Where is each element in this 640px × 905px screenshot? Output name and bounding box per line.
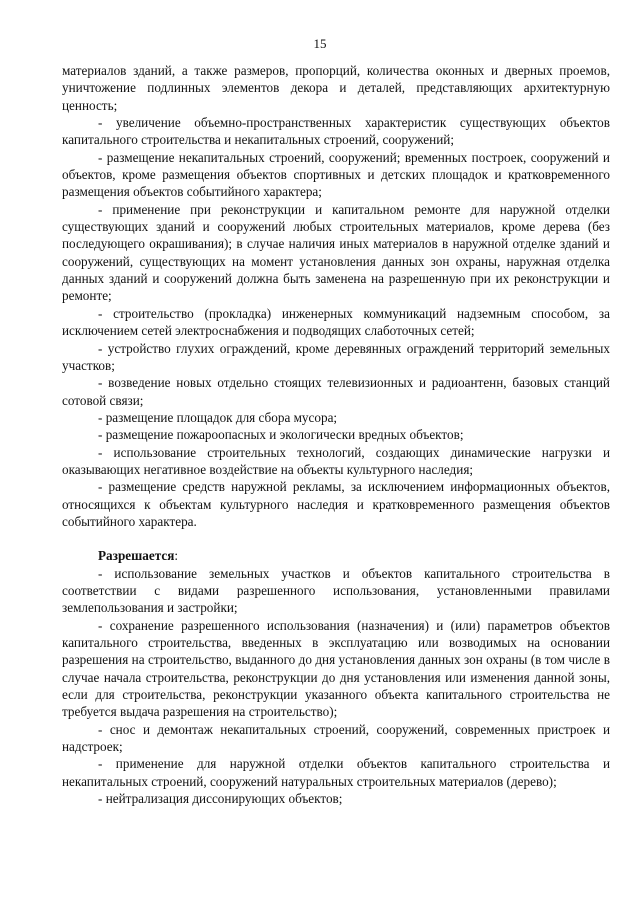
list-item: - снос и демонтаж некапитальных строений, сооружений, современных пристроек и надстроек; [62,721,610,755]
list-item: - применение для наружной отделки объектов капитального строительства и некапитальных строений, сооружений натуральных строительных материалов (дерево); [62,756,610,789]
document-body [62,62,610,807]
list-item: - возведение новых отдельно стоящих телевизионных и радиоантенн, базовых станций сотовой связи; [62,375,610,408]
paragraph-continuation: материалов зданий, а также размеров, пропорций, количества оконных и дверных проемов, уничтожение подлинных элементов декора и деталей, представляющих архитектурную ценность; [62,63,610,113]
list-item: - размещение некапитальных строений, сооружений; временных построек, сооружений и объектов, кроме размещения объектов спортивных и детских площадок и кратковременного размещения объектов событийного характера; [62,149,610,200]
section-heading-allowed [62,547,610,564]
list-item: - сохранение разрешенного использования (назначения) и (или) параметров объектов капитального строительства, введенных в эксплуатацию или возводимых на основании разрешения на строительство, выданного до дня установления данных зон охраны (в том числе в случае начала строительства, реконструкции до дня установления или изменения данной зоны, если для строительства, реконструкции указанного объекта капитального строительства не требуется выдача разрешения на строительство); [62,617,610,720]
list-item: - увеличение объемно-пространственных характеристик существующих объектов капитального строительства и некапитальных строений, сооружений; [62,115,610,148]
list-item: - использование строительных технологий, создающих динамические нагрузки и оказывающих негативное воздействие на объекты культурного наследия; [62,444,610,477]
list-item: - применение при реконструкции и капитальном ремонте для наружной отделки существующих зданий и сооружений любых строительных материалов, кроме дерева (без последующего окрашивания); в случае наличия иных материалов в наружной отделке зданий и сооружений, существующих на момент установления данных зон охраны, наружная отделка данных зданий и сооружений должна быть заменена на разрешенную при их реконструкции и ремонте; [62,201,610,304]
section-heading-text: Разрешается [98,548,175,564]
list-item: - размещение пожароопасных и экологически вредных объектов; [98,427,464,443]
list-item: - нейтрализация диссонирующих объектов; [98,791,343,807]
list-item: - использование земельных участков и объектов капитального строительства в соответствии с видами разрешенного использования, установленными правилами землепользования и застройки; [62,565,610,616]
list-item: - строительство (прокладка) инженерных коммуникаций надземным способом, за исключением сетей электроснабжения и подводящих слаботочных сетей; [62,305,610,339]
list-item: - размещение средств наружной рекламы, за исключением информационных объектов, относящихся к объектам культурного наследия и кратковременного размещения объектов событийного характера. [62,479,610,529]
list-item: - устройство глухих ограждений, кроме деревянных ограждений территорий земельных участков; [62,340,610,373]
section-heading-colon: : [174,548,179,564]
page-number: 15 [313,36,327,51]
list-item: - размещение площадок для сбора мусора; [98,409,338,425]
